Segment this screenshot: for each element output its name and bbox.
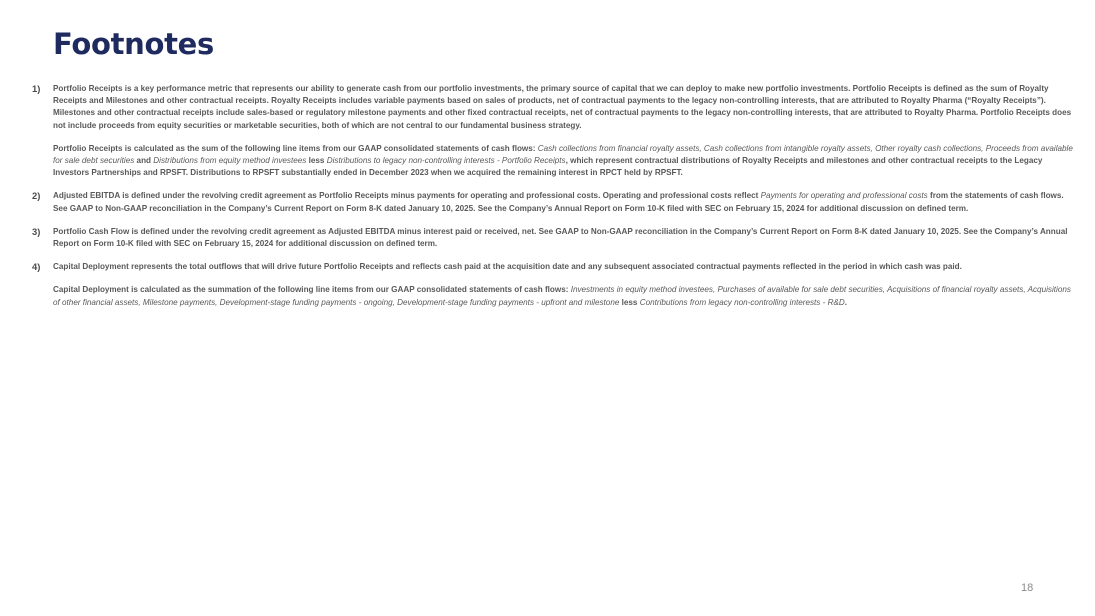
footnote-line-items: Distributions from equity method investees: [153, 156, 307, 166]
footnote-text: from the statements of cash flows. See GAAP to Non-GAAP reconciliation in the Company’s Current Report on Form 8-K dated January 10, 2025. See the Company’s Annual Report on Form 10-K filed with SEC on February 15, 2024 for additional discussion on defined term.: [53, 191, 1064, 213]
footnotes-list: [32, 83, 1076, 320]
footnote-text: less: [619, 297, 640, 307]
footnote-4: [32, 261, 1076, 309]
footnote-line-items: Contributions from legacy non-controlling interests - R&D: [639, 297, 845, 307]
footnote-number: 4): [32, 261, 41, 273]
footnote-text: , which represent contractual distributions of Royalty Receipts and milestones and other contractual receipts to the Legacy Investors Partnerships and RPSFT. Distributions to RPSFT substantially ended in December 2023 when we acquired the remaining interest in RPCT held by RPSFT.: [53, 156, 1043, 178]
footnote-text: and: [134, 156, 154, 166]
footnote-line-items: Distributions to legacy non-controlling interests - Portfolio Receipts: [326, 156, 566, 166]
footnote-text: Portfolio Receipts is calculated as the sum of the following line items from our GAAP consolidated statements of cash flows:: [53, 143, 538, 153]
footnote-1: [32, 83, 1076, 179]
footnote-text: .: [844, 297, 848, 307]
footnote-text: Capital Deployment is calculated as the summation of the following line items from our GAAP consolidated statements of cash flows:: [53, 285, 571, 295]
footnote-number: 1): [32, 83, 41, 94]
page-number: 18: [1021, 582, 1034, 594]
footnote-line-items: Cash collections from financial royalty assets, Cash collections from intangible royalty assets, Other royalty cash collections, Proceeds from available for sale debt securities: [53, 143, 1073, 166]
page-title: Footnotes: [53, 27, 215, 61]
footnote-paragraph: Portfolio Receipts is a key performance metric that represents our ability to generate cash from our portfolio investments, the primary source of capital that we can deploy to make new portfolio investments. Portfolio Receipts is defined as the sum of Royalty Receipts and Milestones and other contractual receipts. Royalty Receipts includes variable payments based on sales of products, net of contractual payments to the legacy non-controlling interests, that are attributed to Royalty Pharma (“Royalty Receipts”). Milestones and other contractual receipts include sales-based or regulatory milestone payments and other fixed contractual receipts, net of contractual payments to the legacy non-controlling interests, that are attributed to Royalty Pharma. Portfolio Receipts does not include proceeds from equity securities or marketable securities, both of which are not central to our fundamental business strategy.: [53, 84, 1072, 130]
footnote-text: less: [306, 156, 327, 166]
footnote-paragraph: Capital Deployment represents the total outflows that will drive future Portfolio Receipts and reflects cash paid at the acquisition date and any subsequent associated contractual payments reflected in the period in which cash was paid.: [53, 262, 962, 272]
footnote-line-items: Payments for operating and professional costs: [760, 191, 928, 201]
footnote-number: 2): [32, 190, 41, 202]
footnote-paragraph: [53, 143, 1076, 180]
footnote-paragraph: [53, 190, 1076, 214]
footnote-2: [32, 190, 1076, 214]
footnote-text: Adjusted EBITDA is defined under the revolving credit agreement as Portfolio Receipts minus payments for operating and professional costs. Operating and professional costs reflect: [53, 191, 761, 201]
footnote-paragraph: Portfolio Cash Flow is defined under the revolving credit agreement as Adjusted EBITDA minus interest paid or received, net. See GAAP to Non-GAAP reconciliation in the Company’s Current Report on Form 8-K dated January 10, 2025. See the Company’s Annual Report on Form 10-K filed with SEC on February 15, 2024 for additional discussion on defined term.: [53, 226, 1068, 249]
footnote-number: 3): [32, 225, 41, 237]
footnote-paragraph: [53, 284, 1076, 308]
footnote-3: [32, 226, 1076, 250]
footnote-line-items: Investments in equity method investees, Purchases of available for sale debt securities, Acquisitions of financial royalty assets, Acquisitions of other financial assets, Milestone payments, Development-stage funding payments - ongoing, Development-stage funding payments - upfront and milestone: [53, 285, 1071, 307]
